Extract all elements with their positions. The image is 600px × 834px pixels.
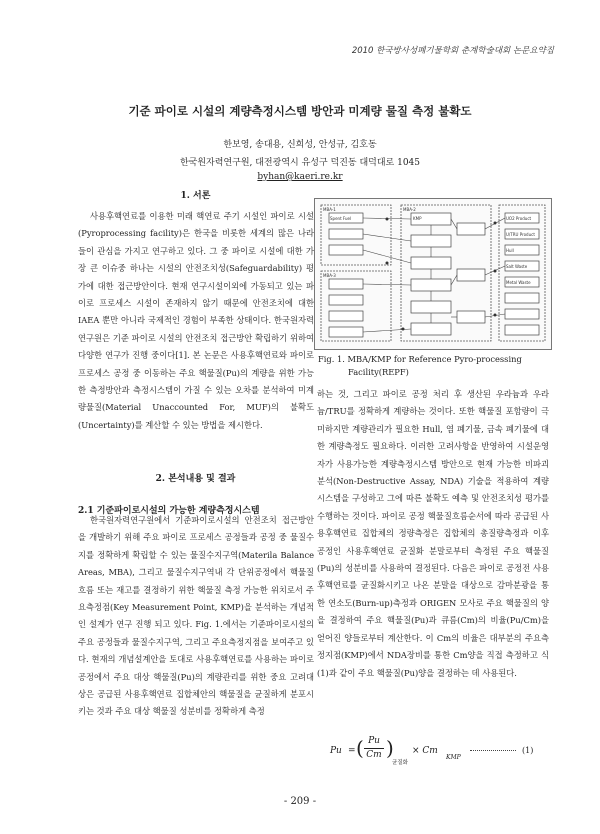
section1-heading: 1. 서론 [180,191,211,201]
fig-label-hull: Hull [506,248,514,253]
page-number: - 209 - [283,796,317,807]
running-header: 2010 한국방사성폐기물학회 춘계학술대회 논문요약집 [351,46,554,56]
fig-label-kmp: KMP [413,216,422,221]
fig-label-salt: Salt Waste [506,264,528,269]
fig-label-utru: U/TRU Product [506,232,535,237]
eq-times: × Cm [412,746,438,756]
fig-label-uo2: UO2 Product [506,216,532,221]
figure-caption: Fig. 1. MBA/KMP for Reference Pyro-processing Facility(REPF) [318,354,522,377]
equation-1: Pu = ( Pu Cm ) 균질화 × Cm KMP (1) [330,736,534,766]
subsection21-body: 한국원자력연구원에서 기준파이로시설의 안전조치 접근방안을 개발하기 위해 주요 파이로 프로세스 공정들과 공정 중 물질수지를 정확하게 확립할 수 있는 물질수지구역(Materila Balance Areas, MBA), 그리고 물질수지구역내 각 단위공정에서 핵물질 흐름 또는 재고를 결정하기 위한 핵물질 측정 가능한 위치로서 주요측정점(Key Measurement Point, KMP)을 분석하는 개념적인 설계가 연구 진행 되고 있다. Fig. 1.에서는 기준파이로시설의 주요 공정들과 물질수지구역, 그리고 주요측정지점을 보여주고 있다. 현재의 개념설계안을 토대로 사용후핵연료를 사용하는 파이로 공정에서 주요 대상 핵물질(Pu)의 계량관리를 위한 중요 고려대상은 공급된 사용후핵연료 집합체안의 핵물질을 균질하게 분포시키는 것과 주요 대상 핵물질 성분비를 정확하게 측정 [78,515,314,717]
fig-label-mba1: MBA-1 [323,207,336,212]
affiliation: 한국원자력연구원, 대전광역시 유성구 덕진동 대덕대로 1045 [179,158,421,168]
paper-title: 기준 파이로 시설의 계량측정시스템 방안과 미계량 물질 측정 불확도 [128,104,472,118]
subsection21-heading: 2.1 기준파이로시설의 가능한 계량측정시스템 [78,506,260,516]
fig-label-mba2: MBA-2 [403,207,416,212]
eq-sub1: 균질화 [392,760,408,766]
section2-heading: 2. 본석내용 및 결과 [155,474,236,484]
section1-body: 사용후핵연료를 이용한 미래 핵연료 주기 시설인 파이로 시설(Pyroprocessing facility)은 한국을 비롯한 세계의 많은 나라들이 관심을 가지고 연구하고 있다. 그 중 파이로 시설에 대한 가장 큰 이슈중 하나는 시설의 안전조치성(Safeguardability) 평가에 대한 접근방안이다. 현재 연구시설이외에 가동되고 있는 파이로 프로세스 시설이 존재하지 않기 때문에 안전조치에 대한 IAEA 뿐만 아니라 국제적인 경험이 부족한 상태이다. 한국원자력연구원은 기준 파이로 시설의 안전조치 접근방안 확립하기 위하여 다양한 연구가 진행 중이다[1]. 본 논문은 사용후핵연료와 파이로 프로세스 공정 중 이동하는 주요 핵물질(Pu)의 계량을 위한 가능한 측정방안과 측정시스템이 가질 수 있는 오차를 분석하여 미계량물질(Material Unaccounted For, MUF)의 불확도(Uncertainty)를 계산할 수 있는 방법을 제시한다. [78,211,314,430]
fig-label-spentfuel: Spent Fuel [330,216,352,221]
eq-denominator: Cm [366,750,382,760]
email: byhan@kaeri.re.kr [257,172,343,182]
process-diagram [315,199,551,349]
eq-number: (1) [522,746,534,755]
figure-mba-kmp [314,198,552,350]
fig-label-metal: Metal Waste [506,280,531,285]
fig-label-mba3: MBA-3 [323,273,336,278]
eq-numerator: Pu [368,736,380,746]
eq-lhs: Pu [330,746,342,756]
eq-sub2: KMP [446,754,461,761]
authors: 한보영, 송대용, 신희성, 안성규, 김호동 [223,140,377,150]
right-column-body: 하는 것, 그리고 파이로 공정 처리 후 생산된 우라늄과 우라늄/TRU를 정확하게 계량하는 것이다. 또한 핵물질 포함량이 극미하지만 계량관리가 필요한 Hull, 염 폐기물, 금속 폐기물에 대한 계량측정도 필요하다. 이러한 고려사항을 반영하여 시설운영자가 사용가능한 계량측정시스템 방안으로 현재 가능한 비파괴분석(Non-Destructive Assay, NDA) 기술을 적용하여 계량 시스템을 구성하고 그에 따른 불확도 예측 및 안전조치성 평가를 수행하는 것이다. 파이로 공정 핵물질흐름순서에 따라 공급된 사용후핵연료 집합체의 정량측정은 집합체의 총질량측정과 이후 공정인 사용후핵연료 균질화 분말로부터 측정된 주요 핵물질(Pu)의 성분비를 사용하여 결정된다. 다음은 파이로 공정전 사용후핵연료를 균질화시키고 나온 분말을 대상으로 감마분광을 통한 연소도(Burn-up)측정과 ORIGEN 모사로 주요 핵물질의 양을 결정하여 주요 핵물질(Pu)과 큐름(Cm)의 비율(Pu/Cm)을 얻어진 양들로부터 계산한다. 이 Cm의 비율은 대부분의 주요측정지점(KMP)에서 NDA장비를 통한 Cm양을 직접 측정하고 식 (1)과 같이 주요 핵물질(Pu)양을 결정하는 데 사용된다. [317,389,549,678]
